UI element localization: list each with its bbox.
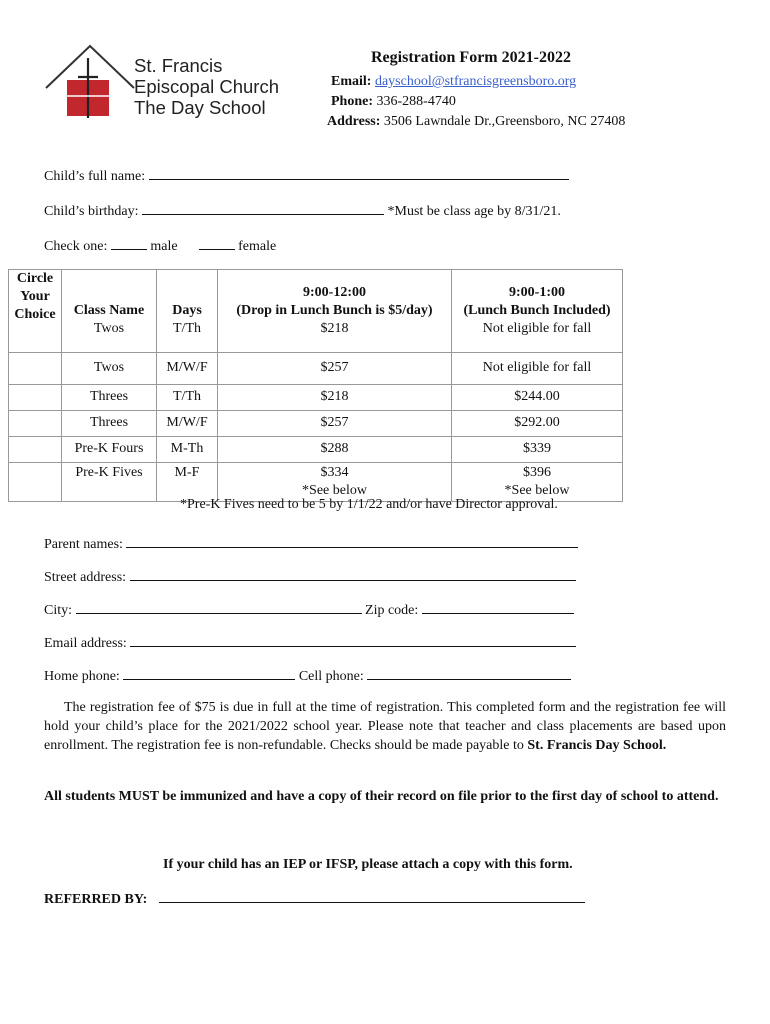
circle-choice-header: Circle Your Choice [9, 270, 62, 353]
immunization-notice: All students MUST be immunized and have a copy of their record on file prior to the first day of school to attend. [44, 789, 719, 804]
parent-email-field[interactable] [130, 632, 576, 647]
am-header: 9:00-12:00 (Drop in Lunch Bunch is $5/day) $218 [218, 270, 452, 353]
registration-fee-paragraph: The registration fee of $75 is due in full at the time of registration. This completed form and the registration fee will hold your child’s place for the 2021/2022 school year. Please note that teacher and class placements are based upon enrollment. The registration fee is non-refundable. Checks should be made payable to St. Francis Day School. [44, 700, 726, 753]
phones-row [44, 665, 571, 686]
parent-names-field[interactable] [126, 533, 578, 548]
cell-phone-label: Cell phone: [298, 669, 364, 684]
form-title: Registration Form 2021-2022 [371, 49, 571, 66]
choice-cell[interactable] [9, 353, 62, 385]
email-link[interactable]: dayschool@stfrancisgreensboro.org [374, 74, 577, 89]
header [327, 48, 626, 132]
iep-notice: If your child has an IEP or IFSP, please attach a copy with this form. [163, 857, 573, 872]
child-name-row [44, 165, 569, 186]
class-table [8, 269, 623, 502]
child-name-label: Child’s full name: [44, 169, 146, 184]
referred-by-label: REFERRED BY: [44, 892, 148, 907]
church-logo-icon [44, 44, 136, 120]
child-name-field[interactable] [149, 165, 569, 180]
choice-cell[interactable] [9, 437, 62, 463]
days-header: Days T/Th [157, 270, 218, 353]
table-row: Twos M/W/F $257 Not eligible for fall [9, 353, 623, 385]
parent-names-label: Parent names: [44, 537, 123, 552]
home-phone-label: Home phone: [44, 669, 120, 684]
prek-footnote: *Pre-K Fives need to be 5 by 1/1/22 and/or have Director approval. [180, 497, 558, 512]
child-birthday-row [44, 200, 561, 221]
street-field[interactable] [130, 566, 576, 581]
org-line1: St. Francis [134, 55, 223, 76]
check-one-label: Check one: [44, 239, 108, 254]
phone-label: Phone: [331, 94, 373, 109]
street-row [44, 566, 576, 587]
street-label: Street address: [44, 570, 127, 585]
pm-header: 9:00-1:00 (Lunch Bunch Included) Not eligible for fall [452, 270, 623, 353]
school-name [134, 55, 279, 118]
cell-phone-field[interactable] [367, 665, 571, 680]
referred-by-row [44, 888, 585, 909]
referred-by-field[interactable] [159, 888, 585, 903]
choice-cell[interactable] [9, 385, 62, 411]
child-birthday-label: Child’s birthday: [44, 204, 139, 219]
choice-cell[interactable] [9, 463, 62, 502]
org-line3: The Day School [134, 97, 266, 118]
email-label: Email: [331, 74, 372, 89]
city-row [44, 599, 574, 620]
address-label: Address: [327, 114, 381, 129]
female-label: female [238, 239, 277, 254]
class-name-header: Class Name Twos [62, 270, 157, 353]
parent-email-row [44, 632, 576, 653]
gender-row [44, 235, 276, 256]
home-phone-field[interactable] [123, 665, 295, 680]
table-row: Threes T/Th $218 $244.00 [9, 385, 623, 411]
table-header-row [9, 270, 623, 353]
city-label: City: [44, 603, 73, 618]
zip-label: Zip code: [365, 603, 419, 618]
phone-value: 336-288-4740 [376, 94, 456, 109]
table-row: Pre-K Fives M-F $334 *See below $396 *See below [9, 463, 623, 502]
birthday-note: *Must be class age by 8/31/21. [387, 204, 561, 219]
male-check-field[interactable] [111, 235, 147, 250]
male-label: male [150, 239, 178, 254]
choice-cell[interactable] [9, 411, 62, 437]
zip-field[interactable] [422, 599, 574, 614]
parent-names-row [44, 533, 578, 554]
address-value: 3506 Lawndale Dr.,Greensboro, NC 27408 [383, 114, 626, 129]
child-birthday-field[interactable] [142, 200, 384, 215]
city-field[interactable] [76, 599, 362, 614]
table-row: Threes M/W/F $257 $292.00 [9, 411, 623, 437]
female-check-field[interactable] [199, 235, 235, 250]
org-line2: Episcopal Church [134, 76, 279, 97]
table-row: Pre-K Fours M-Th $288 $339 [9, 437, 623, 463]
parent-email-label: Email address: [44, 636, 127, 651]
